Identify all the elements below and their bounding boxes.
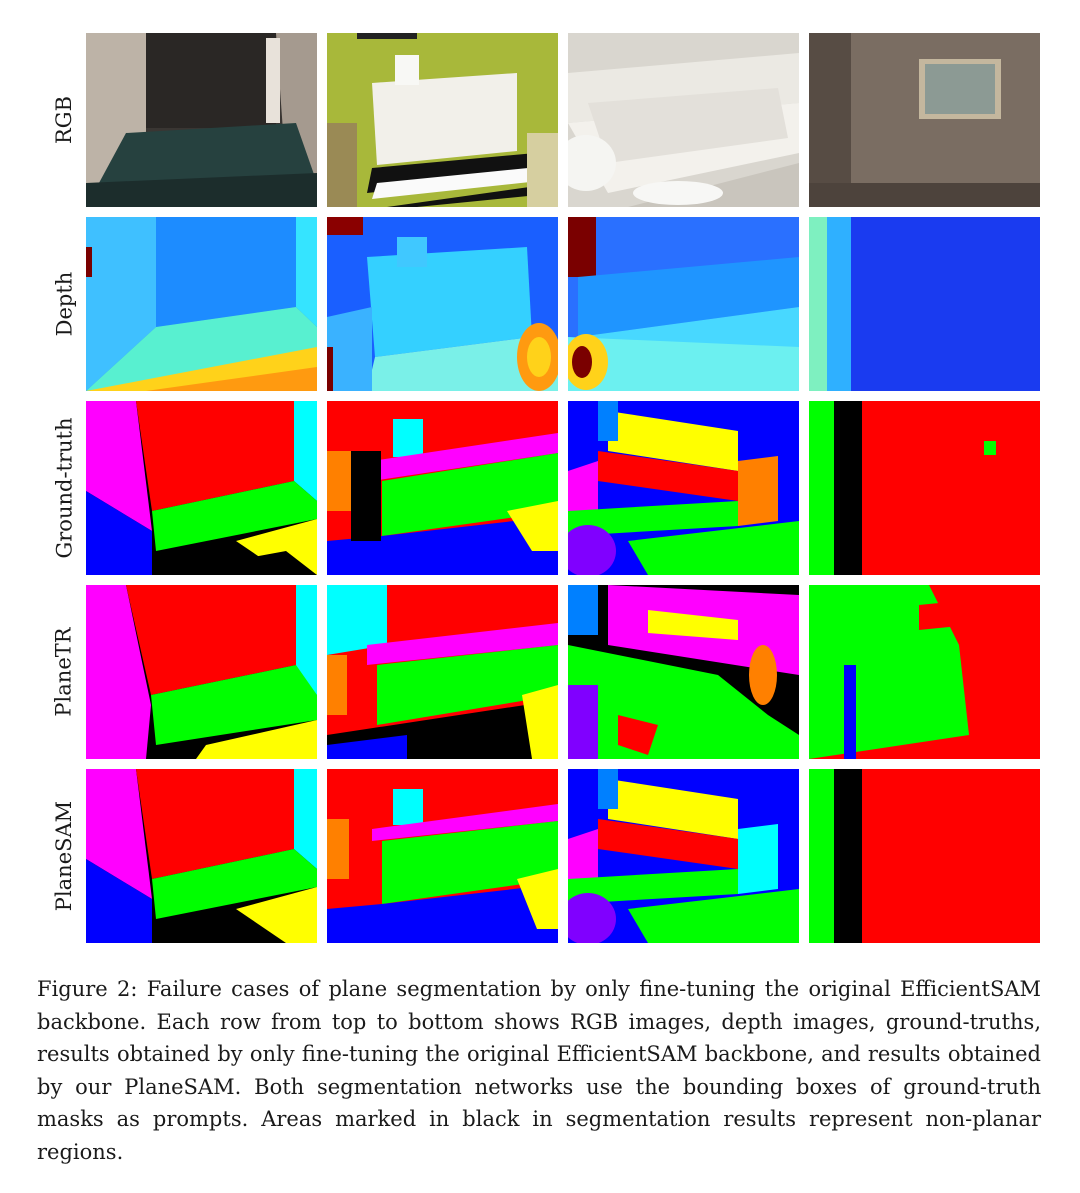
row-label-planetr: PlaneTR (52, 627, 77, 717)
row-label-planesam: PlaneSAM (52, 800, 76, 912)
depth-image-4 (809, 217, 1040, 391)
ground-truth-mask-1 (86, 401, 317, 575)
planetr-result-4 (809, 585, 1040, 759)
planesam-result-4 (809, 769, 1040, 943)
planetr-result-3 (568, 585, 799, 759)
depth-image-2 (327, 217, 558, 391)
ground-truth-mask-3 (568, 401, 799, 575)
rgb-image-2 (327, 33, 558, 207)
figure-caption: Figure 2: Failure cases of plane segmentation by only fine-tuning the original EfficientSAM backbone. Each row from top to bottom shows RGB images, depth images, ground-truths, results obtained by only fine-tuning the original EfficientSAM backbone, and results obtained by our PlaneSAM. Both segmentation networks use the bounding boxes of ground-truth masks as prompts. Areas marked in black in segmentation results represent non-planar regions. (37, 977, 1041, 1164)
ground-truth-mask-2 (327, 401, 558, 575)
row-label-depth: Depth (52, 271, 77, 337)
ground-truth-mask-4 (809, 401, 1040, 575)
rgb-image-1 (86, 33, 317, 207)
depth-image-1 (86, 217, 317, 391)
depth-image-3 (568, 217, 799, 391)
planesam-result-3 (568, 769, 799, 943)
row-label-rgb: RGB (52, 95, 76, 145)
planesam-result-1 (86, 769, 317, 943)
rgb-image-4 (809, 33, 1040, 207)
planesam-result-2 (327, 769, 558, 943)
figure (48, 30, 1048, 945)
planetr-result-2 (327, 585, 558, 759)
row-label-ground-truth: Ground-truth (52, 417, 77, 559)
rgb-image-3 (568, 33, 799, 207)
planetr-result-1 (86, 585, 317, 759)
